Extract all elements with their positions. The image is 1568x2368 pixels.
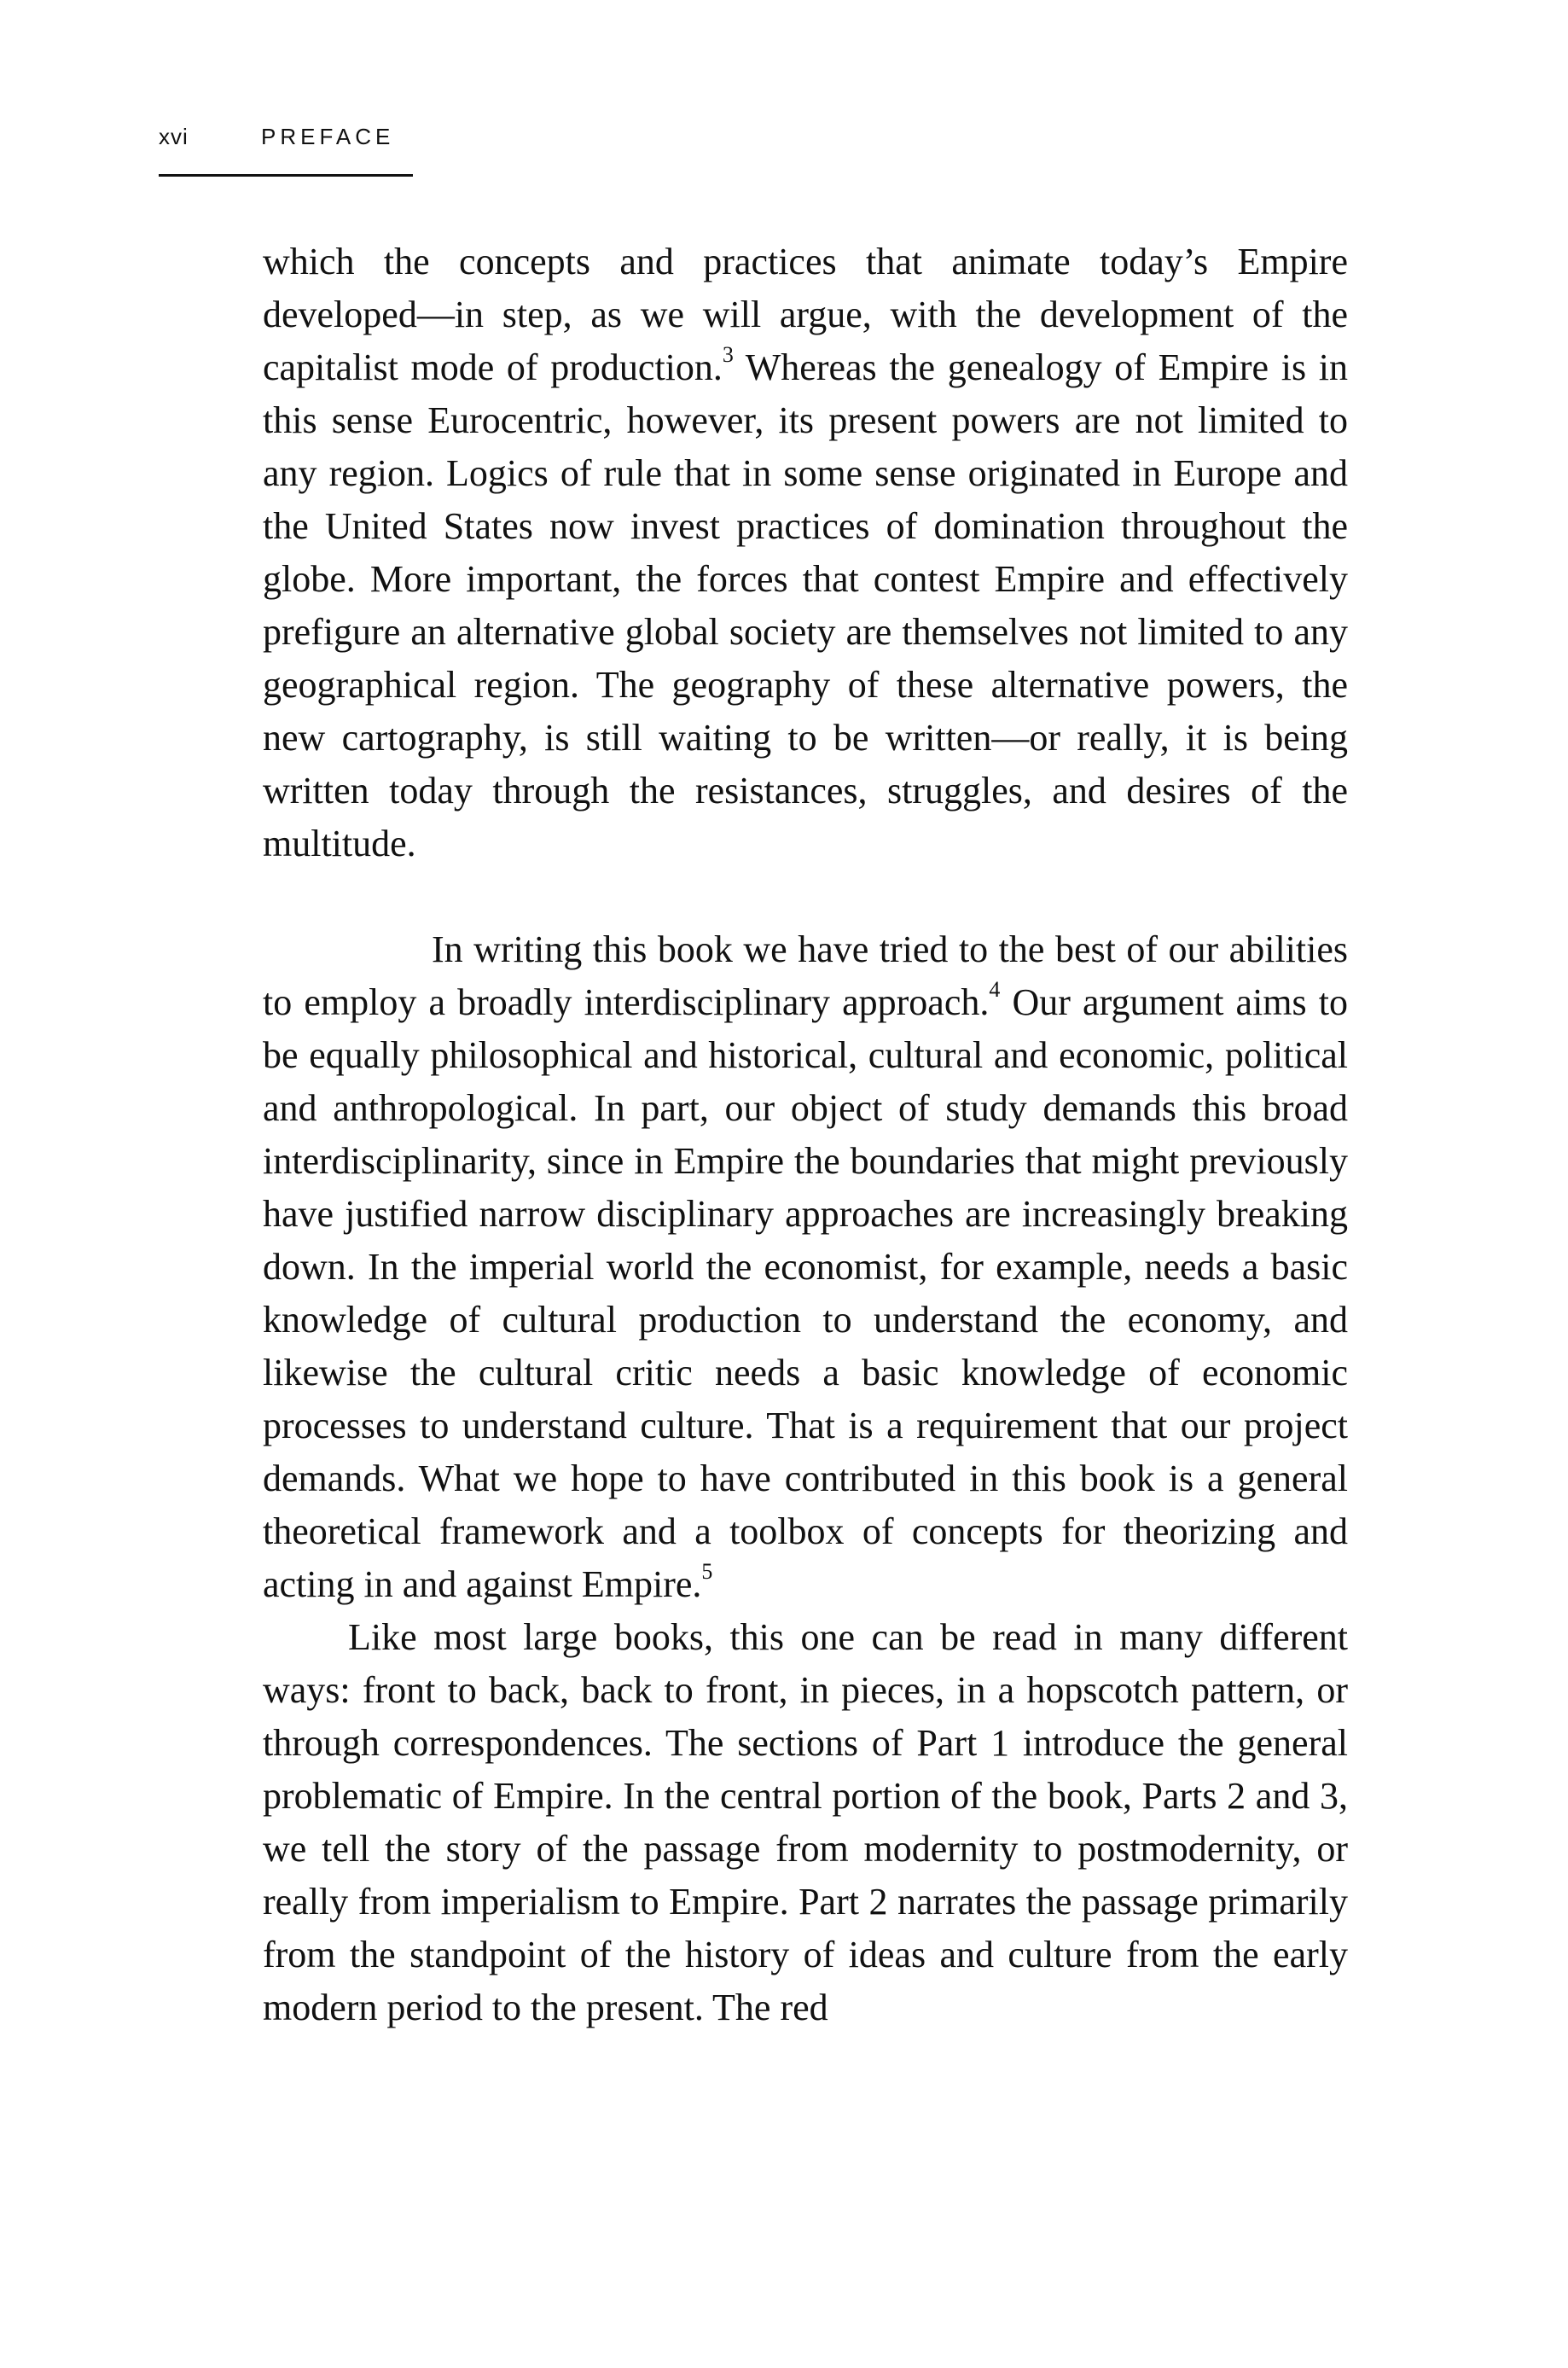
paragraph-text: Whereas the genealogy of Empire is in this sense Eurocentric, however, its present powers are not limited to any region. Logics of rule that in some sense originated in Europe and the United States now invest practices of domination throughout the globe. More important, the forces that contest Empire and effectively prefigure an alternative global society are themselves not limited to any geographical region. The geography of these alternative powers, the new cartography, is still waiting to be written—or really, it is being written today through the resistances, struggles, and desires of the multitude. (263, 346, 1348, 864)
body-text (263, 236, 1348, 2034)
paragraph-text: Our argument aims to be equally philosophical and historical, cultural and economic, political and anthropological. In part, our object of study demands this broad interdisciplinarity, since in Empire the boundaries that might previously have justified narrow disciplinary approaches are increasingly breaking down. In the imperial world the economist, for example, needs a basic knowledge of cultural production to understand the economy, and likewise the cultural critic needs a basic knowledge of economic processes to understand culture. That is a requirement that our project demands. What we hope to have contributed in this book is a general theoretical framework and a toolbox of concepts for theorizing and acting in and against Empire. (263, 981, 1348, 1605)
footnote-ref[interactable]: 4 (989, 977, 1001, 1003)
page-number: xvi (159, 124, 189, 149)
paragraph-section-start (263, 923, 1348, 1611)
paragraph-text: In writing this book we have tried to the best of our abilities to employ a broadly interdisciplinary approach. (263, 928, 1348, 1023)
running-head-title: PREFACE (261, 124, 395, 149)
paragraph-continued (263, 236, 1348, 870)
footnote-ref[interactable]: 3 (722, 342, 734, 368)
footnote-ref[interactable]: 5 (701, 1559, 713, 1585)
paragraph-text: which the concepts and practices that animate today’s Empire developed—in step, as we will argue, with the development of the capitalist mode of production. (263, 241, 1348, 388)
paragraph: Like most large books, this one can be read in many different ways: front to back, back to front, in pieces, in a hopscotch pattern, or through correspondences. The sections of Part 1 introduce the general problematic of Empire. In the central portion of the book, Parts 2 and 3, we tell the story of the passage from modernity to postmodernity, or really from imperialism to Empire. Part 2 narrates the passage primarily from the standpoint of the history of ideas and culture from the early modern period to the present. The red (263, 1616, 1348, 2028)
running-head (159, 124, 413, 177)
